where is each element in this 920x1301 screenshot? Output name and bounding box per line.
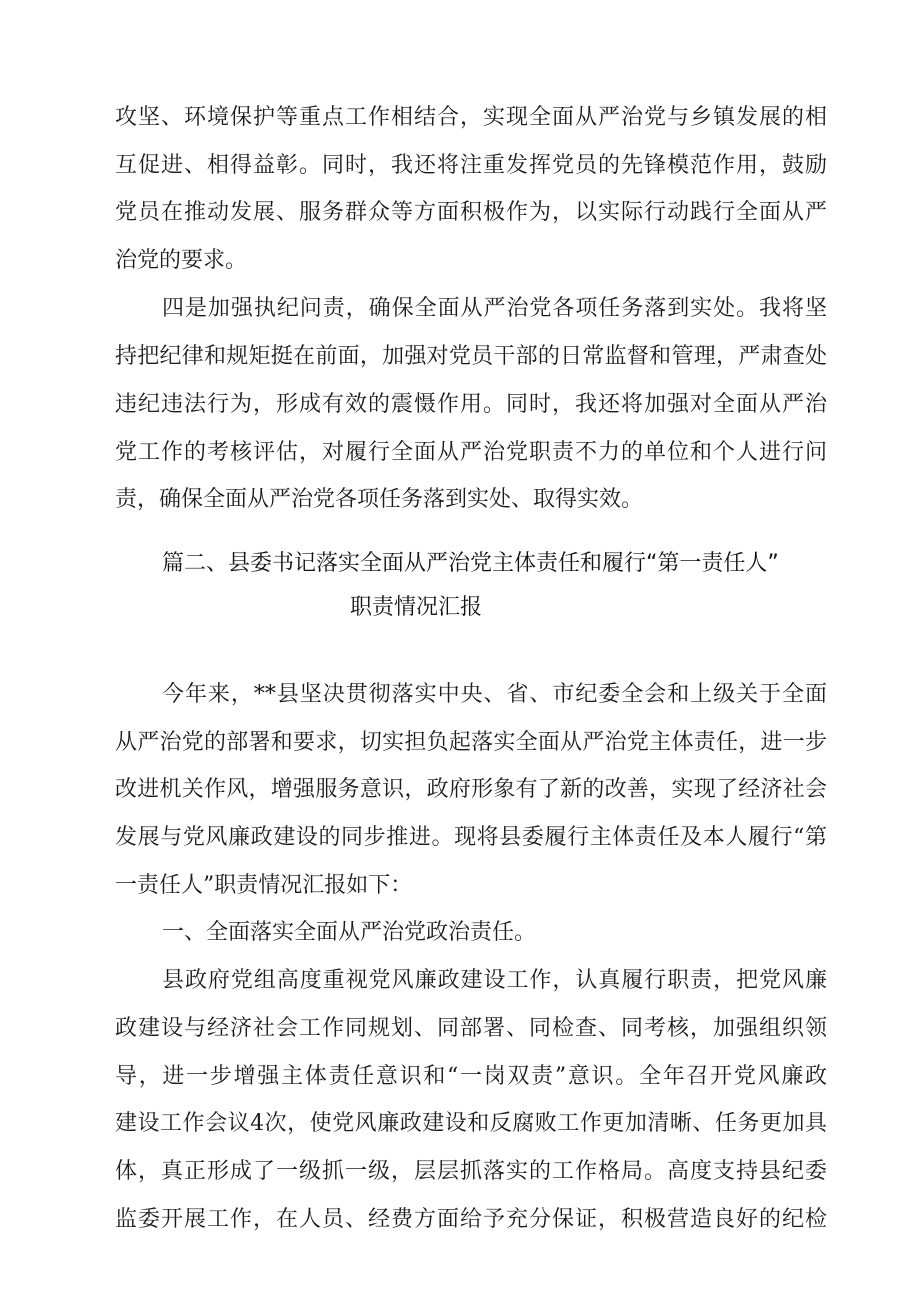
paragraph-line: 攻坚、环境保护等重点工作相结合，实现全面从严治党与乡镇发展的相: [115, 105, 827, 130]
paragraph-line: 违纪违法行为，形成有效的震慑作用。同时，我还将加强对全面从严治: [115, 392, 827, 417]
paragraph-line: 改进机关作风，增强服务意识，政府形象有了新的改善，实现了经济社会: [115, 777, 827, 802]
paragraph-line: 四是加强执纪问责，确保全面从严治党各项任务落到实处。我将坚: [162, 296, 827, 321]
paragraph-line: 政建设与经济社会工作同规划、同部署、同检查、同考核，加强组织领: [115, 1016, 827, 1041]
paragraph-line: 发展与党风廉政建设的同步推进。现将县委履行主体责任及本人履行“第: [115, 825, 827, 850]
paragraph-line: 持把纪律和规矩挺在前面，加强对党员干部的日常监督和管理，严肃查处: [115, 344, 827, 369]
paragraph-line: 从严治党的部署和要求，切实担负起落实全面从严治党主体责任，进一步: [115, 730, 827, 755]
paragraph-line: 一责任人”职责情况汇报如下：: [115, 873, 413, 898]
paragraph-line: 今年来，**县坚决贯彻落实中央、省、市纪委全会和上级关于全面: [162, 682, 827, 707]
paragraph-line: 监委开展工作，在人员、经费方面给予充分保证，积极营造良好的纪检: [115, 1207, 827, 1232]
paragraph-line: 党工作的考核评估，对履行全面从严治党职责不力的单位和个人进行问: [115, 440, 827, 465]
chapter-title-line-1: 篇二、县委书记落实全面从严治党主体责任和履行“第一责任人”: [162, 551, 779, 576]
paragraph-line: 体，真正形成了一级抓一级，层层抓落实的工作格局。高度支持县纪委: [115, 1159, 827, 1184]
paragraph-line: 导，进一步增强主体责任意识和“一岗双责”意识。全年召开党风廉政: [115, 1064, 827, 1089]
section-heading: 一、全面落实全面从严治党政治责任。: [162, 920, 537, 945]
paragraph-line: 治党的要求。: [115, 248, 248, 273]
paragraph-line: 互促进、相得益彰。同时，我还将注重发挥党员的先锋模范作用，鼓励: [115, 153, 827, 178]
paragraph-line: 党员在推动发展、服务群众等方面积极作为，以实际行动践行全面从严: [115, 200, 827, 225]
paragraph-line: 责，确保全面从严治党各项任务落到实处、取得实效。: [115, 487, 644, 512]
paragraph-line: 建设工作会议4次，使党风廉政建设和反腐败工作更加清晰、任务更加具: [115, 1111, 827, 1136]
chapter-title-line-2: 职责情况汇报: [350, 595, 483, 620]
paragraph-line: 县政府党组高度重视党风廉政建设工作，认真履行职责，把党风廉: [162, 968, 827, 993]
